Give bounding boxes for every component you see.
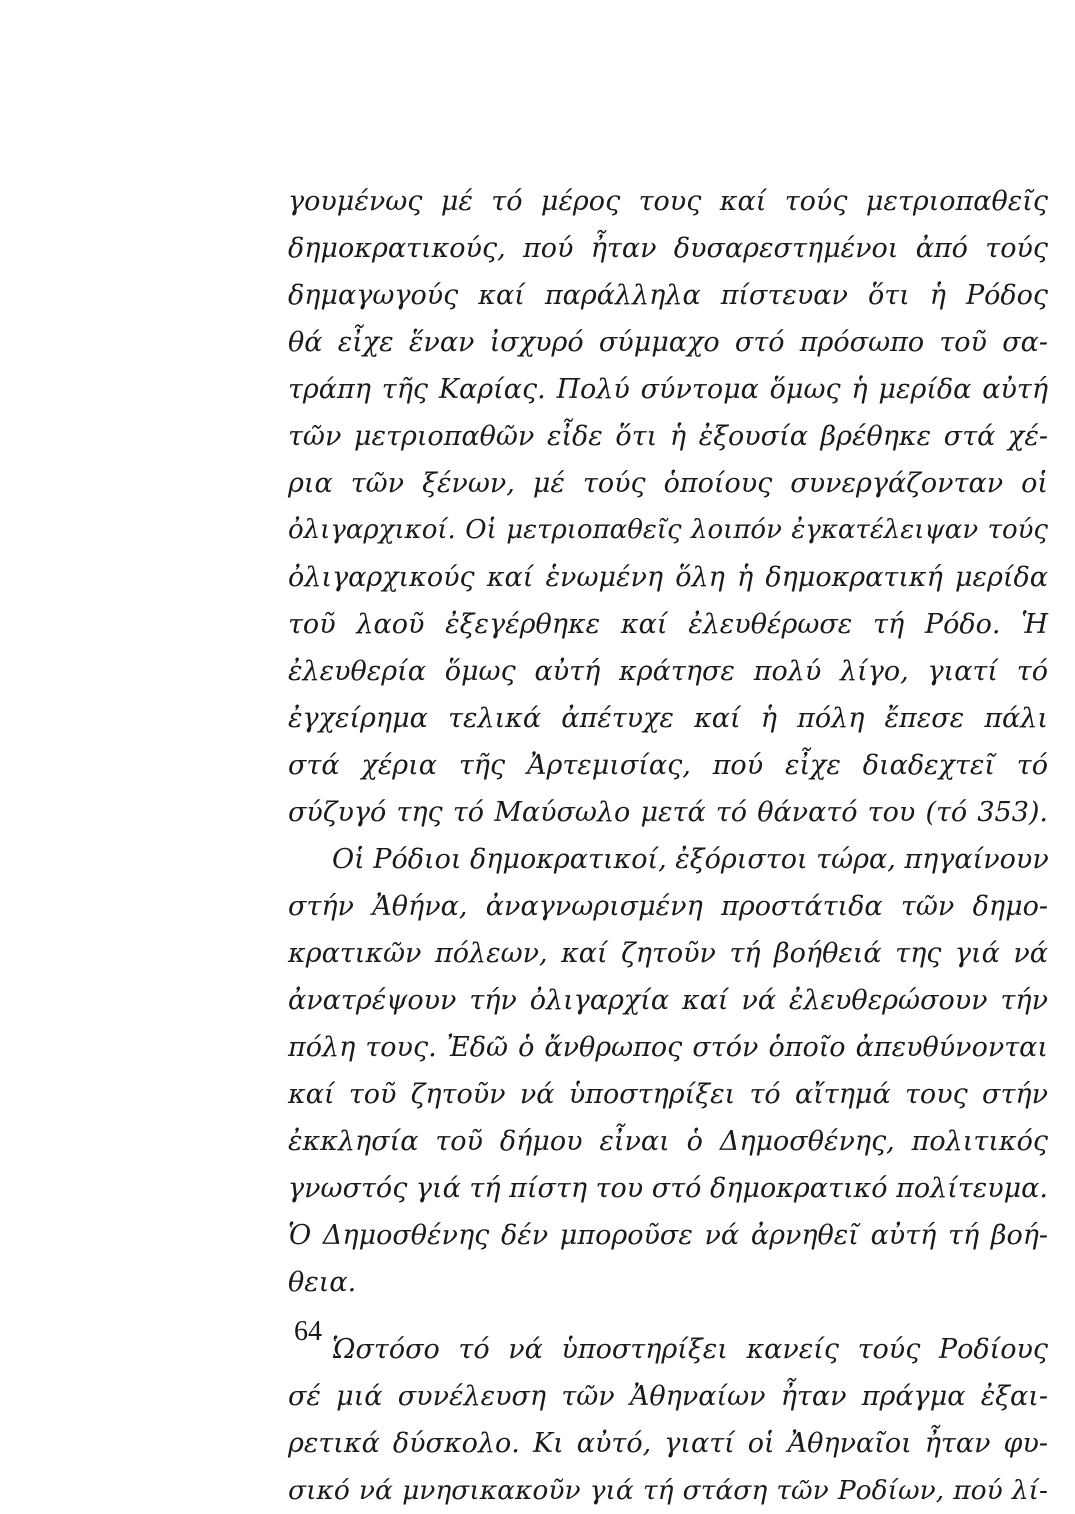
- text-line: στήν Ἀθήνα, ἀναγνωρισμένη προστάτιδα τῶν δημο-: [288, 891, 1048, 922]
- text-line: σικό νά μνησικακοῦν γιά τή στάση τῶν Ροδίων, πού λί-: [288, 1475, 1048, 1506]
- text-line: στά χέρια τῆς Ἀρτεμισίας, πού εἶχε διαδεχτεῖ τό: [288, 750, 1048, 781]
- text-line: πόλη τους. Ἐδῶ ὁ ἄνθρωπος στόν ὁποῖο ἀπευθύνονται: [288, 1032, 1048, 1063]
- text-line: ἐγχείρημα τελικά ἀπέτυχε καί ἡ πόλη ἔπεσε πάλι: [288, 703, 1048, 734]
- text-line: καί τοῦ ζητοῦν νά ὑποστηρίξει τό αἴτημά τους στήν: [288, 1079, 1048, 1110]
- text-line: τοῦ λαοῦ ἐξεγέρθηκε καί ἐλευθέρωσε τή Ρόδο. Ἡ: [288, 609, 1048, 640]
- text-line: γουμένως μέ τό μέρος τους καί τούς μετριοπαθεῖς: [288, 186, 1048, 217]
- text-line: δημοκρατικούς, πού ἦταν δυσαρεστημένοι ἀπό τούς: [288, 233, 1048, 264]
- text-line: γνωστός γιά τή πίστη του στό δημοκρατικό πολίτευμα.: [288, 1173, 1048, 1204]
- text-line: σέ μιά συνέλευση τῶν Ἀθηναίων ἦταν πράγμα ἐξαι-: [288, 1381, 1048, 1412]
- text-line: ἀνατρέψουν τήν ὀλιγαρχία καί νά ἐλευθερώσουν τήν: [288, 985, 1048, 1016]
- paragraph-3: [288, 1326, 1048, 1514]
- text-line: θά εἶχε ἕναν ἰσχυρό σύμμαχο στό πρόσωπο τοῦ σα-: [288, 327, 1048, 358]
- text-line: ρετικά δύσκολο. Κι αὐτό, γιατί οἱ Ἀθηναῖοι ἦταν φυ-: [288, 1428, 1048, 1459]
- text-line: κρατικῶν πόλεων, καί ζητοῦν τή βοήθειά της γιά νά: [288, 938, 1048, 969]
- text-line: ἐλευθερία ὅμως αὐτή κράτησε πολύ λίγο, γιατί τό: [288, 656, 1048, 687]
- text-line: Οἱ Ρόδιοι δημοκρατικοί, ἐξόριστοι τώρα, πηγαίνουν: [332, 844, 1049, 875]
- text-line: ἐκκλησία τοῦ δήμου εἶναι ὁ Δημοσθένης, πολιτικός: [288, 1126, 1048, 1157]
- text-line: Ὡστόσο τό νά ὑποστηρίξει κανείς τούς Ροδίους: [332, 1334, 1048, 1365]
- text-line: ρια τῶν ξένων, μέ τούς ὁποίους συνεργάζονταν οἱ: [288, 468, 1048, 499]
- text-line: Ὁ Δημοσθένης δέν μποροῦσε νά ἀρνηθεῖ αὐτή τή βοή-: [288, 1220, 1048, 1251]
- paragraph-2: [288, 836, 1048, 1306]
- paragraph-spacer: [288, 1306, 1048, 1326]
- text-line: ὀλιγαρχικοί. Οἱ μετριοπαθεῖς λοιπόν ἐγκατέλειψαν τούς: [288, 515, 1048, 545]
- text-line: τράπη τῆς Καρίας. Πολύ σύντομα ὅμως ἡ μερίδα αὐτή: [288, 374, 1048, 405]
- text-line: ὀλιγαρχικούς καί ἑνωμένη ὅλη ἡ δημοκρατική μερίδα: [288, 562, 1048, 593]
- text-line: σύζυγό της τό Μαύσωλο μετά τό θάνατό του (τό 353).: [288, 797, 1048, 828]
- text-line: τῶν μετριοπαθῶν εἶδε ὅτι ἡ ἐξουσία βρέθηκε στά χέ-: [288, 421, 1048, 452]
- page-number: 64: [294, 1316, 322, 1347]
- text-line: δημαγωγούς καί παράλληλα πίστευαν ὅτι ἡ Ρόδος: [288, 280, 1048, 311]
- body-text: [288, 178, 1048, 1514]
- text-line: θεια.: [288, 1267, 357, 1298]
- paragraph-1: [288, 178, 1048, 836]
